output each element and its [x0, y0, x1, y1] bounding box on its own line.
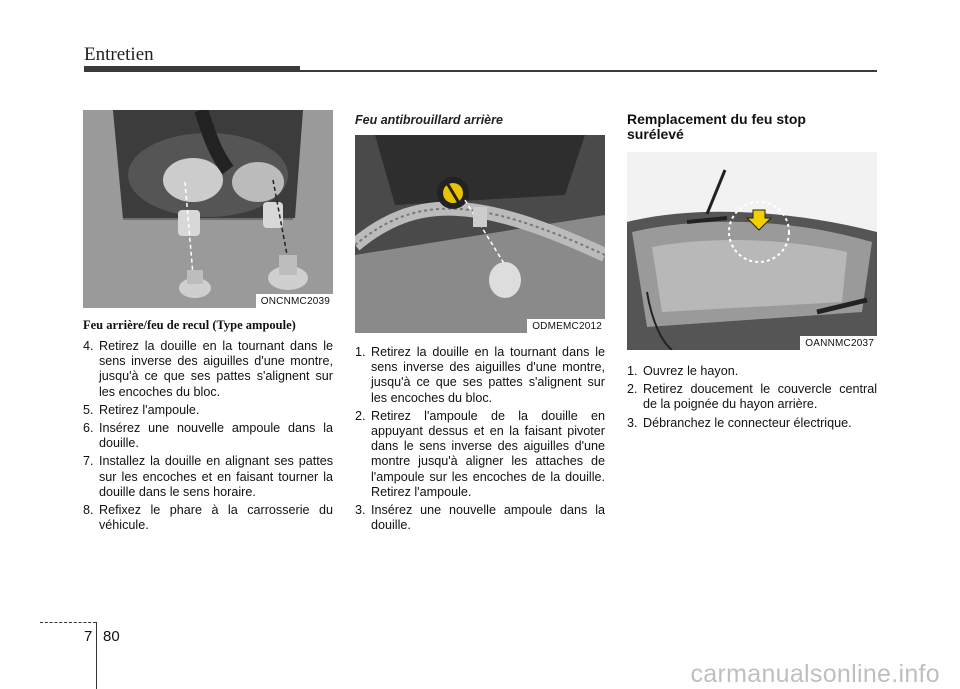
header-bar [84, 66, 300, 72]
section-title: Feu antibrouillard arrière [355, 113, 503, 127]
list-item: 1. Ouvrez le hayon. [627, 364, 739, 378]
chapter-number: 7 [84, 628, 93, 645]
list-item: 8. Refixez le phare à la carrosserie du véhicule. [83, 503, 333, 533]
figure-code: ODMEMC2012 [527, 319, 605, 333]
rear-lamp-socket-illustration [83, 110, 333, 308]
footer-divider [96, 622, 97, 689]
fog-lamp-drawing [355, 135, 605, 333]
list-item: 7. Installez la douille en alignant ses pattes sur les encoches et en faisant tourner la douille dans le sens horaire. [83, 454, 333, 499]
high-stop-lamp-illustration [627, 152, 877, 350]
steps-list [627, 364, 877, 431]
fog-lamp-illustration [355, 135, 605, 333]
list-item: 3. Débranchez le connecteur électrique. [627, 415, 852, 430]
page-header-title: Entretien [84, 44, 154, 65]
steps-list [355, 345, 605, 533]
list-item: 3. Insérez une nouvelle ampoule dans la douille. [355, 503, 605, 533]
list-item: 5. Retirez l'ampoule. [83, 402, 200, 417]
section-title: Remplacement du feu stop surélevé [627, 111, 806, 142]
tailgate-drawing [627, 152, 877, 350]
column-high-stop-lamp [627, 110, 877, 434]
list-item: 6. Insérez une nouvelle ampoule dans la douille. [83, 421, 333, 451]
page-index: 80 [103, 628, 120, 645]
figure-code: ONCNMC2039 [256, 294, 333, 308]
header-rule [300, 70, 877, 72]
column-rear-lamp [83, 110, 333, 536]
steps-list [83, 339, 333, 533]
column-rear-fog-lamp [355, 110, 605, 536]
list-item: 4. Retirez la douille en la tournant dans le sens inverse des aiguilles d'une montre, jusqu'à ce que ses pattes s'alignent sur les encoches du bloc. [83, 339, 333, 399]
section-subtitle: Feu arrière/feu de recul (Type ampoule) [83, 318, 296, 332]
list-item: 2. Retirez doucement le couvercle central de la poignée du hayon arrière. [627, 382, 877, 412]
list-item: 1. Retirez la douille en la tournant dans le sens inverse des aiguilles d'une montre, jusqu'à ce que ses pattes s'alignent sur les encoches du bloc. [355, 345, 605, 405]
footer-dashed-rule [40, 622, 96, 623]
watermark: carmanualsonline.info [690, 660, 940, 688]
list-item: 2. Retirez l'ampoule de la douille en appuyant dessus et en la faisant pivoter dans le sens inverse des aiguilles d'une montre jusqu'à aligner les attaches de l'ampoule sur les encoches de la douille. Retirez l'ampoule. [355, 408, 605, 499]
rear-lamp-drawing [83, 110, 333, 308]
figure-code: OANNMC2037 [800, 336, 877, 350]
